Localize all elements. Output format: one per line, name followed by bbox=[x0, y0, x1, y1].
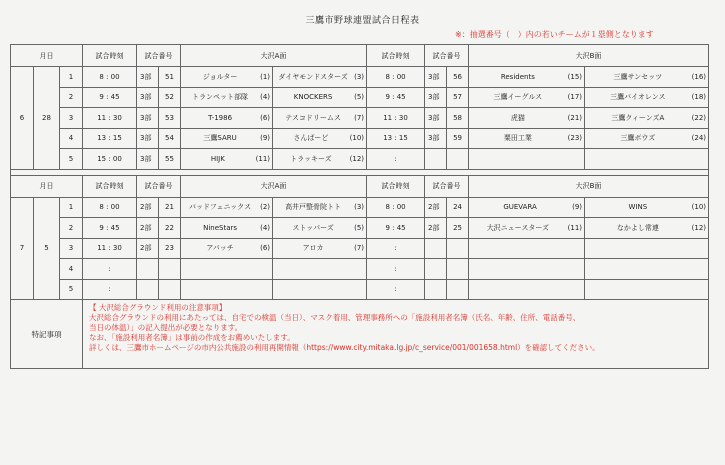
special-note-line: 大沢総合グラウンドの利用にあたっては、自宅での検温（当日）、マスク着用、管理事務所への「施設利用者名簿（氏名、年齢、住所、電話番号、 bbox=[89, 313, 581, 322]
field-b-time: 8 : 00 bbox=[367, 67, 425, 88]
field-b-team1 bbox=[469, 67, 585, 88]
table-row bbox=[11, 108, 709, 129]
field-b-team2-name: なかよし常連 bbox=[616, 223, 659, 232]
field-a-team2 bbox=[273, 259, 367, 280]
field-b-team1-seed: (23) bbox=[567, 134, 583, 143]
field-a-team1-name: HIJK bbox=[210, 154, 225, 163]
field-a-team2-name: ダイヤモンドスターズ bbox=[278, 72, 348, 81]
field-a-team1 bbox=[181, 87, 273, 108]
field-b-team1-name: GUEVARA bbox=[503, 203, 537, 212]
field-b-team2 bbox=[585, 108, 709, 129]
field-a-division: 2部 bbox=[137, 218, 159, 239]
field-a-team2-seed: (7) bbox=[354, 244, 365, 253]
field-a-team2 bbox=[273, 128, 367, 149]
field-a-team1-name: トランペット部隊 bbox=[192, 93, 249, 102]
field-b-time: 9 : 45 bbox=[367, 87, 425, 108]
field-b-team1-seed: (17) bbox=[567, 93, 583, 102]
field-a-match-number: 21 bbox=[159, 197, 181, 218]
field-a-team1 bbox=[181, 238, 273, 259]
field-a-division: 3部 bbox=[137, 108, 159, 129]
special-notes-content bbox=[83, 300, 709, 369]
slot-number: 5 bbox=[60, 279, 83, 300]
field-b-team1-name: 大沢ニュースターズ bbox=[486, 223, 549, 232]
field-a-time: : bbox=[83, 259, 137, 280]
field-a-team2-name: 高井戸整骨院トト bbox=[285, 203, 342, 212]
field-a-time: 11 : 30 bbox=[83, 238, 137, 259]
field-a-match-number: 54 bbox=[159, 128, 181, 149]
field-b-division: 2部 bbox=[425, 197, 447, 218]
time-header: 試合時刻 bbox=[367, 45, 425, 67]
field-b-division bbox=[425, 238, 447, 259]
field-a-team1-seed: (11) bbox=[255, 154, 271, 163]
field-a-team2 bbox=[273, 108, 367, 129]
field-b-team2-seed: (22) bbox=[691, 113, 707, 122]
field-b-team2-name: WINS bbox=[628, 203, 648, 212]
field-b-team1-name: 三鷹イーグルス bbox=[493, 93, 543, 102]
field-b-match-number: 24 bbox=[447, 197, 469, 218]
field-b-time: : bbox=[367, 259, 425, 280]
field-b-team1 bbox=[469, 87, 585, 108]
slot-number: 1 bbox=[60, 197, 83, 218]
field-a-division: 2部 bbox=[137, 197, 159, 218]
field-b-team2-seed: (24) bbox=[691, 134, 707, 143]
field-a-team1-name: ジョルター bbox=[202, 72, 238, 81]
field-a-time: 8 : 00 bbox=[83, 197, 137, 218]
field-b-match-number: 58 bbox=[447, 108, 469, 129]
field-a-match-number: 55 bbox=[159, 149, 181, 170]
field-a-time: 9 : 45 bbox=[83, 218, 137, 239]
field-a-team1-seed: (1) bbox=[260, 72, 271, 81]
field-a-team2 bbox=[273, 87, 367, 108]
field-a-team1-seed: (6) bbox=[260, 244, 271, 253]
field-a-team1-name: 三鷹SARU bbox=[203, 134, 237, 143]
field-a-team1 bbox=[181, 197, 273, 218]
field-a-team1-name: T-1986 bbox=[208, 113, 233, 122]
field-a-team2 bbox=[273, 238, 367, 259]
field-b-team1 bbox=[469, 197, 585, 218]
slot-number: 2 bbox=[60, 87, 83, 108]
field-b-match-number bbox=[447, 149, 469, 170]
field-a-team2 bbox=[273, 197, 367, 218]
table-row bbox=[11, 87, 709, 108]
field-a-team2-seed: (7) bbox=[354, 113, 365, 122]
field-a-division: 3部 bbox=[137, 67, 159, 88]
field-b-match-number bbox=[447, 259, 469, 280]
field-a-header: 大沢A面 bbox=[181, 175, 367, 197]
field-b-team2-name: 三鷹ボウズ bbox=[620, 134, 656, 143]
field-b-team1-name: Residents bbox=[500, 72, 535, 81]
special-notes-row bbox=[11, 300, 709, 369]
page-title: 三鷹市野球連盟試合日程表 bbox=[305, 16, 420, 26]
field-a-team1 bbox=[181, 128, 273, 149]
field-a-team2-name: テスコドリームス bbox=[285, 113, 341, 122]
field-a-team2-seed: (5) bbox=[354, 223, 365, 232]
field-b-match-number bbox=[447, 238, 469, 259]
field-a-division bbox=[137, 259, 159, 280]
field-a-division: 3部 bbox=[137, 149, 159, 170]
special-note-line: なお、「施設利用者名簿」は事前の作成をお薦めいたします。 bbox=[89, 333, 295, 342]
field-b-team2-name: 三鷹クィーンズA bbox=[611, 113, 665, 122]
table-row bbox=[11, 149, 709, 170]
field-b-team1-seed: (15) bbox=[567, 72, 583, 81]
lottery-note: ※：抽選番号（ ）内の若いチームが１塁側となります bbox=[455, 30, 654, 39]
field-b-match-number: 56 bbox=[447, 67, 469, 88]
field-b-team1 bbox=[469, 238, 585, 259]
field-a-team2-seed: (5) bbox=[354, 93, 365, 102]
field-b-team1-seed: (9) bbox=[572, 203, 583, 212]
field-a-match-number: 52 bbox=[159, 87, 181, 108]
field-b-match-number: 25 bbox=[447, 218, 469, 239]
field-a-team2-seed: (10) bbox=[349, 134, 365, 143]
field-a-header: 大沢A面 bbox=[181, 45, 367, 67]
field-a-team1 bbox=[181, 67, 273, 88]
slot-number: 3 bbox=[60, 238, 83, 259]
month-cell: 7 bbox=[11, 197, 34, 300]
field-b-time: 13 : 15 bbox=[367, 128, 425, 149]
header-row bbox=[11, 175, 709, 197]
field-b-match-number: 59 bbox=[447, 128, 469, 149]
field-b-division: 2部 bbox=[425, 218, 447, 239]
field-b-team1 bbox=[469, 149, 585, 170]
field-b-team1 bbox=[469, 218, 585, 239]
field-b-division bbox=[425, 149, 447, 170]
field-b-team1 bbox=[469, 259, 585, 280]
field-b-division: 3部 bbox=[425, 67, 447, 88]
table-row bbox=[11, 238, 709, 259]
field-b-team2 bbox=[585, 197, 709, 218]
field-a-team1-seed: (2) bbox=[260, 203, 271, 212]
field-a-team2-seed: (3) bbox=[354, 72, 365, 81]
field-a-team2-name: さんぱーど bbox=[293, 134, 329, 143]
field-a-team1 bbox=[181, 279, 273, 300]
field-a-team1-name: アパッチ bbox=[206, 244, 234, 253]
table-row bbox=[11, 259, 709, 280]
field-a-time: 15 : 00 bbox=[83, 149, 137, 170]
field-a-team1 bbox=[181, 149, 273, 170]
match-no-header: 試合番号 bbox=[137, 45, 181, 67]
field-a-match-number bbox=[159, 279, 181, 300]
field-a-team1 bbox=[181, 218, 273, 239]
table-row bbox=[11, 218, 709, 239]
special-note-line: 【 大沢総合グラウンド利用の注意事項】 bbox=[89, 303, 227, 312]
field-a-team2 bbox=[273, 149, 367, 170]
field-a-team1-seed: (6) bbox=[260, 113, 271, 122]
field-a-team2-name: KNOCKERS bbox=[293, 93, 333, 102]
match-no-header: 試合番号 bbox=[137, 175, 181, 197]
field-a-team1-seed: (9) bbox=[260, 134, 271, 143]
field-b-time: : bbox=[367, 238, 425, 259]
field-b-team1-name: 粟田工業 bbox=[503, 134, 532, 143]
month-cell: 6 bbox=[11, 67, 34, 170]
field-b-division: 3部 bbox=[425, 108, 447, 129]
field-b-match-number: 57 bbox=[447, 87, 469, 108]
field-a-team2-seed: (12) bbox=[349, 154, 365, 163]
table-row bbox=[11, 128, 709, 149]
field-b-team2 bbox=[585, 128, 709, 149]
field-b-time: : bbox=[367, 279, 425, 300]
field-b-team2 bbox=[585, 259, 709, 280]
table-row bbox=[11, 197, 709, 218]
field-a-team1-seed: (4) bbox=[260, 223, 271, 232]
slot-number: 4 bbox=[60, 259, 83, 280]
field-a-match-number: 22 bbox=[159, 218, 181, 239]
match-no-header: 試合番号 bbox=[425, 175, 469, 197]
special-notes-label: 特記事項 bbox=[11, 300, 83, 369]
field-b-team1 bbox=[469, 128, 585, 149]
field-b-team2 bbox=[585, 218, 709, 239]
field-a-time: : bbox=[83, 279, 137, 300]
schedule-table bbox=[10, 44, 709, 369]
date-header: 月日 bbox=[11, 45, 83, 67]
field-a-team2-name: アロカ bbox=[302, 244, 324, 253]
field-a-team1 bbox=[181, 259, 273, 280]
day-cell: 5 bbox=[34, 197, 60, 300]
slot-number: 5 bbox=[60, 149, 83, 170]
field-a-team1 bbox=[181, 108, 273, 129]
field-a-time: 13 : 15 bbox=[83, 128, 137, 149]
field-a-time: 11 : 30 bbox=[83, 108, 137, 129]
field-a-team1-seed: (4) bbox=[260, 93, 271, 102]
field-a-team2-name: ストッパーズ bbox=[292, 223, 334, 232]
field-a-team1-name: NineStars bbox=[203, 223, 238, 232]
special-note-line: 詳しくは、三鷹市ホームページの市内公共施設の利用再開情報（https://www.city.mitaka.lg.jp/c_service/001/001658.html）を確認してください。 bbox=[89, 343, 600, 352]
special-note-line: 当日の体温）」の記入提出が必要となります。 bbox=[89, 323, 243, 332]
field-b-team2-seed: (16) bbox=[691, 72, 707, 81]
slot-number: 2 bbox=[60, 218, 83, 239]
slot-number: 3 bbox=[60, 108, 83, 129]
field-a-division: 3部 bbox=[137, 87, 159, 108]
field-b-team2 bbox=[585, 87, 709, 108]
field-b-team2 bbox=[585, 279, 709, 300]
table-row bbox=[11, 279, 709, 300]
field-b-team1 bbox=[469, 108, 585, 129]
time-header: 試合時刻 bbox=[83, 45, 137, 67]
field-b-time: 11 : 30 bbox=[367, 108, 425, 129]
field-b-division bbox=[425, 279, 447, 300]
field-a-team2-seed: (3) bbox=[354, 203, 365, 212]
field-a-match-number: 51 bbox=[159, 67, 181, 88]
field-b-team2 bbox=[585, 149, 709, 170]
field-b-team1 bbox=[469, 279, 585, 300]
day-cell: 28 bbox=[34, 67, 60, 170]
field-b-team2 bbox=[585, 238, 709, 259]
field-b-time: 8 : 00 bbox=[367, 197, 425, 218]
field-b-team2-name: 三鷹バイオレンス bbox=[610, 93, 666, 102]
slot-number: 1 bbox=[60, 67, 83, 88]
field-b-team1-name: 虎猫 bbox=[510, 113, 525, 122]
field-a-time: 8 : 00 bbox=[83, 67, 137, 88]
field-b-team2-name: 三鷹サンセッツ bbox=[613, 72, 663, 81]
field-b-match-number bbox=[447, 279, 469, 300]
field-a-match-number: 53 bbox=[159, 108, 181, 129]
table-row bbox=[11, 67, 709, 88]
field-b-header: 大沢B面 bbox=[469, 45, 709, 67]
field-b-team1-seed: (11) bbox=[567, 223, 583, 232]
field-a-team2 bbox=[273, 218, 367, 239]
field-a-team2 bbox=[273, 279, 367, 300]
field-b-time: 9 : 45 bbox=[367, 218, 425, 239]
field-b-team1-seed: (21) bbox=[567, 113, 583, 122]
field-b-division: 3部 bbox=[425, 87, 447, 108]
field-b-team2-seed: (12) bbox=[691, 223, 707, 232]
field-a-team1-name: バッドフェニックス bbox=[189, 203, 252, 212]
field-b-header: 大沢B面 bbox=[469, 175, 709, 197]
field-a-division: 3部 bbox=[137, 128, 159, 149]
field-b-team2-seed: (18) bbox=[691, 93, 707, 102]
field-a-division bbox=[137, 279, 159, 300]
field-b-time: : bbox=[367, 149, 425, 170]
field-a-team2-name: トラッキーズ bbox=[290, 154, 332, 163]
time-header: 試合時刻 bbox=[83, 175, 137, 197]
field-b-team2 bbox=[585, 67, 709, 88]
match-no-header: 試合番号 bbox=[425, 45, 469, 67]
field-b-division bbox=[425, 259, 447, 280]
date-header: 月日 bbox=[11, 175, 83, 197]
field-a-match-number bbox=[159, 259, 181, 280]
time-header: 試合時刻 bbox=[367, 175, 425, 197]
field-b-division: 3部 bbox=[425, 128, 447, 149]
slot-number: 4 bbox=[60, 128, 83, 149]
field-a-division: 2部 bbox=[137, 238, 159, 259]
header-row bbox=[11, 45, 709, 67]
field-a-match-number: 23 bbox=[159, 238, 181, 259]
field-a-time: 9 : 45 bbox=[83, 87, 137, 108]
field-a-team2 bbox=[273, 67, 367, 88]
field-b-team2-seed: (10) bbox=[691, 203, 707, 212]
